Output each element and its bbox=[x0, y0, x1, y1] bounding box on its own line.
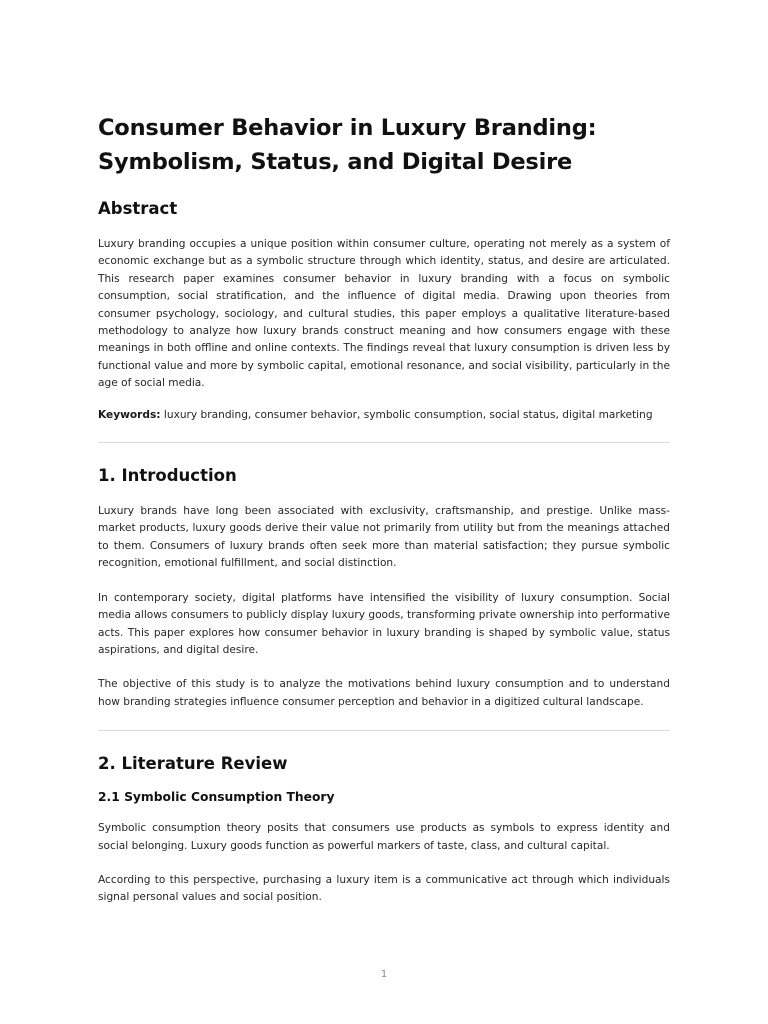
section-divider bbox=[98, 442, 670, 443]
abstract-heading: Abstract bbox=[98, 199, 178, 218]
keywords bbox=[98, 407, 670, 424]
keywords-label: Keywords: bbox=[98, 408, 161, 421]
page-number: 1 bbox=[380, 969, 388, 980]
introduction-paragraph-3: The objective of this study is to analyze the motivations behind luxury consumption and to understand how branding strategies influence consumer perception and behavior in a digitized cultural landscape. bbox=[98, 678, 670, 708]
introduction-heading: 1. Introduction bbox=[98, 466, 237, 486]
title-line-1: Consumer Behavior in Luxury Branding: bbox=[98, 115, 597, 141]
literature-paragraph-2: According to this perspective, purchasing a luxury item is a communicative act through which individuals signal personal values and social position. bbox=[98, 873, 670, 904]
keywords-list: luxury branding, consumer behavior, symbolic consumption, social status, digital marketing bbox=[163, 408, 653, 421]
literature-review-heading: 2. Literature Review bbox=[98, 754, 288, 774]
introduction-paragraph-2: In contemporary society, digital platforms have intensified the visibility of luxury consumption. Social media allows consumers to publicly display luxury goods, transforming private ownership into performative acts. This paper explores how consumer behavior in luxury branding is shaped by symbolic value, status aspirations, and digital desire. bbox=[98, 591, 670, 656]
introduction-paragraph-1: Luxury brands have long been associated with exclusivity, craftsmanship, and prestige. Unlike mass-market products, luxury goods derive their value not primarily from utility but from the meanings attached to them. Consumers of luxury brands often seek more than material satisfaction; they pursue symbolic recognition, emotional fulfillment, and social distinction. bbox=[98, 505, 670, 570]
literature-paragraph-1: Symbolic consumption theory posits that consumers use products as symbols to express identity and social belonging. Luxury goods function as powerful markers of taste, class, and cultural capital. bbox=[98, 822, 670, 852]
symbolic-consumption-subheading: 2.1 Symbolic Consumption Theory bbox=[98, 790, 335, 805]
title-line-2: Symbolism, Status, and Digital Desire bbox=[98, 149, 573, 175]
paper-title bbox=[98, 0, 670, 179]
section-divider bbox=[98, 730, 670, 731]
abstract-text: Luxury branding occupies a unique position within consumer culture, operating not merely as a system of economic exchange but as a symbolic structure through which identity, status, and desire are articulated. This research paper examines consumer behavior in luxury branding with a focus on symbolic consumption, social stratification, and the influence of digital media. Drawing upon theories from consumer psychology, sociology, and cultural studies, this paper employs a qualitative literature-based methodology to analyze how luxury brands construct meaning and how consumers engage with these meanings in both offline and online contexts. The findings reveal that luxury consumption is driven less by functional value and more by symbolic capital, emotional resonance, and social visibility, particularly in the age of social media. bbox=[98, 238, 670, 390]
